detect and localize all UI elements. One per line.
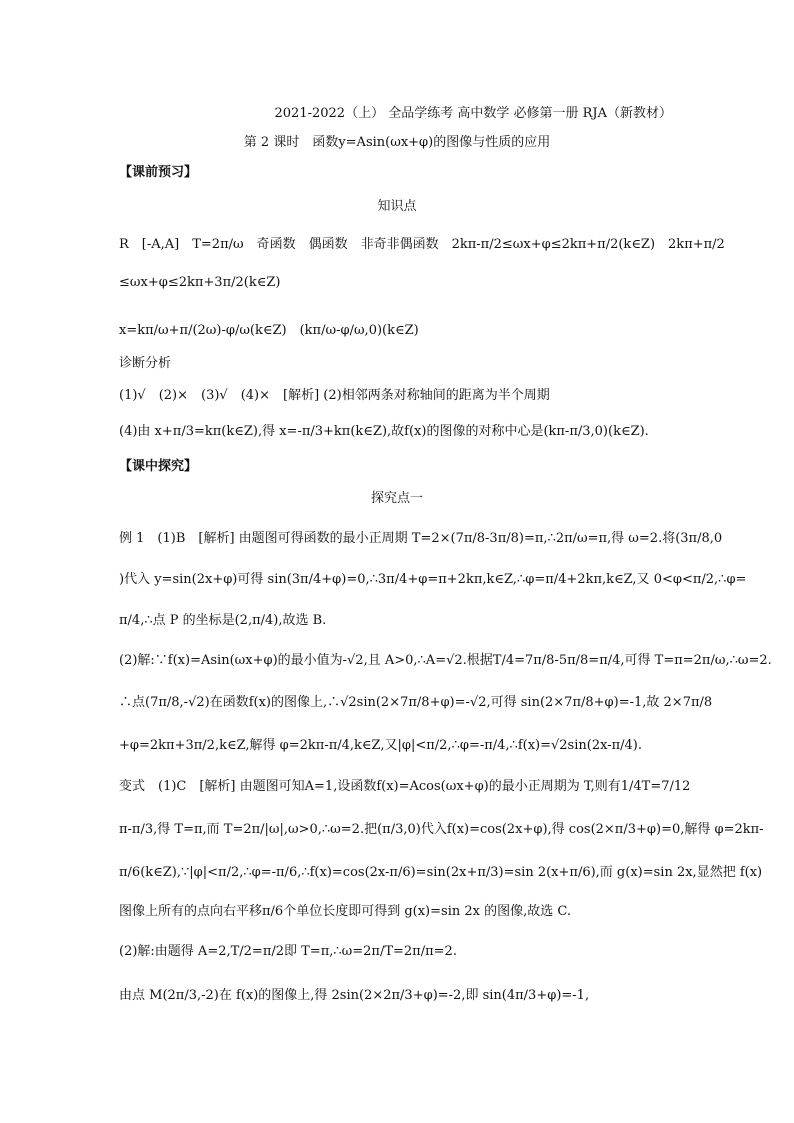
example-1-line-5: ∴点(7π/8,-√2)在函数f(x)的图像上,∴√2sin(2×7π/8+φ)=-√2,可得 sin(2×7π/8+φ)=-1,故 2×7π/8 bbox=[119, 695, 713, 710]
lesson-title: 第 2 课时 函数y=Asin(ωx+φ)的图像与性质的应用 bbox=[243, 135, 551, 150]
knowledge-title: 知识点 bbox=[377, 199, 417, 214]
knowledge-line-1: R [-A,A] T=2π/ω 奇函数 偶函数 非奇非偶函数 2kπ-π/2≤ωx+φ≤2kπ+π/2(k∈Z) 2kπ+π/2 bbox=[119, 237, 725, 252]
variant-line-3: π/6(k∈Z),∵|φ|<π/2,∴φ=-π/6,∴f(x)=cos(2x-π/6)=sin(2x+π/3)=sin 2(x+π/6),而 g(x)=sin 2x,显然把 f(x) bbox=[119, 865, 763, 880]
example-1-line-6: +φ=2kπ+3π/2,k∈Z,解得 φ=2kπ-π/4,k∈Z,又|φ|<π/2,∴φ=-π/4,∴f(x)=√2sin(2x-π/4). bbox=[119, 738, 642, 753]
explore-point-title: 探究点一 bbox=[370, 491, 423, 506]
diagnosis-line-1: (1)√ (2)× (3)√ (4)× [解析] (2)相邻两条对称轴间的距离为半个周期 bbox=[119, 388, 550, 403]
example-1-line-3: π/4,∴点 P 的坐标是(2,π/4),故选 B. bbox=[119, 613, 327, 628]
variant-line-2: π-π/3,得 T=π,而 T=2π/|ω|,ω>0,∴ω=2.把(π/3,0)代入f(x)=cos(2x+φ),得 cos(2×π/3+φ)=0,解得 φ=2kπ- bbox=[119, 822, 764, 837]
diagnosis-line-2: (4)由 x+π/3=kπ(k∈Z),得 x=-π/3+kπ(k∈Z),故f(x)的图像的对称中心是(kπ-π/3,0)(k∈Z). bbox=[119, 424, 649, 439]
section-heading-inclass: 【课中探究】 bbox=[119, 459, 198, 474]
example-1-line-2: )代入 y=sin(2x+φ)可得 sin(3π/4+φ)=0,∴3π/4+φ=π+2kπ,k∈Z,∴φ=π/4+2kπ,k∈Z,又 0<φ<π/2,∴φ= bbox=[119, 572, 747, 587]
knowledge-line-2: ≤ωx+φ≤2kπ+3π/2(k∈Z) bbox=[119, 275, 281, 290]
section-heading-preview: 【课前预习】 bbox=[119, 165, 198, 180]
variant-line-1: 变式 (1)C [解析] 由题图可知A=1,设函数f(x)=Acos(ωx+φ)的最小正周期为 T,则有1/4T=7/12 bbox=[119, 779, 691, 794]
variant-line-4: 图像上所有的点向右平移π/6个单位长度即可得到 g(x)=sin 2x 的图像,故选 C. bbox=[119, 904, 571, 919]
knowledge-line-3: x=kπ/ω+π/(2ω)-φ/ω(k∈Z) (kπ/ω-φ/ω,0)(k∈Z) bbox=[119, 323, 419, 338]
variant-line-5: (2)解:由题得 A=2,T/2=π/2即 T=π,∴ω=2π/T=2π/π=2. bbox=[119, 944, 457, 959]
example-1-line-1: 例 1 (1)B [解析] 由题图可得函数的最小正周期 T=2×(7π/8-3π/8)=π,∴2π/ω=π,得 ω=2.将(3π/8,0 bbox=[119, 531, 723, 546]
diagnosis-title: 诊断分析 bbox=[119, 356, 172, 371]
variant-line-6: 由点 M(2π/3,-2)在 f(x)的图像上,得 2sin(2×2π/3+φ)=-2,即 sin(4π/3+φ)=-1, bbox=[119, 988, 590, 1003]
example-1-line-4: (2)解:∵f(x)=Asin(ωx+φ)的最小值为-√2,且 A>0,∴A=√2.根据T/4=7π/8-5π/8=π/4,可得 T=π=2π/ω,∴ω=2. bbox=[119, 653, 772, 668]
document-header: 2021-2022（上） 全品学练考 高中数学 必修第一册 RJA（新教材） bbox=[274, 106, 672, 121]
